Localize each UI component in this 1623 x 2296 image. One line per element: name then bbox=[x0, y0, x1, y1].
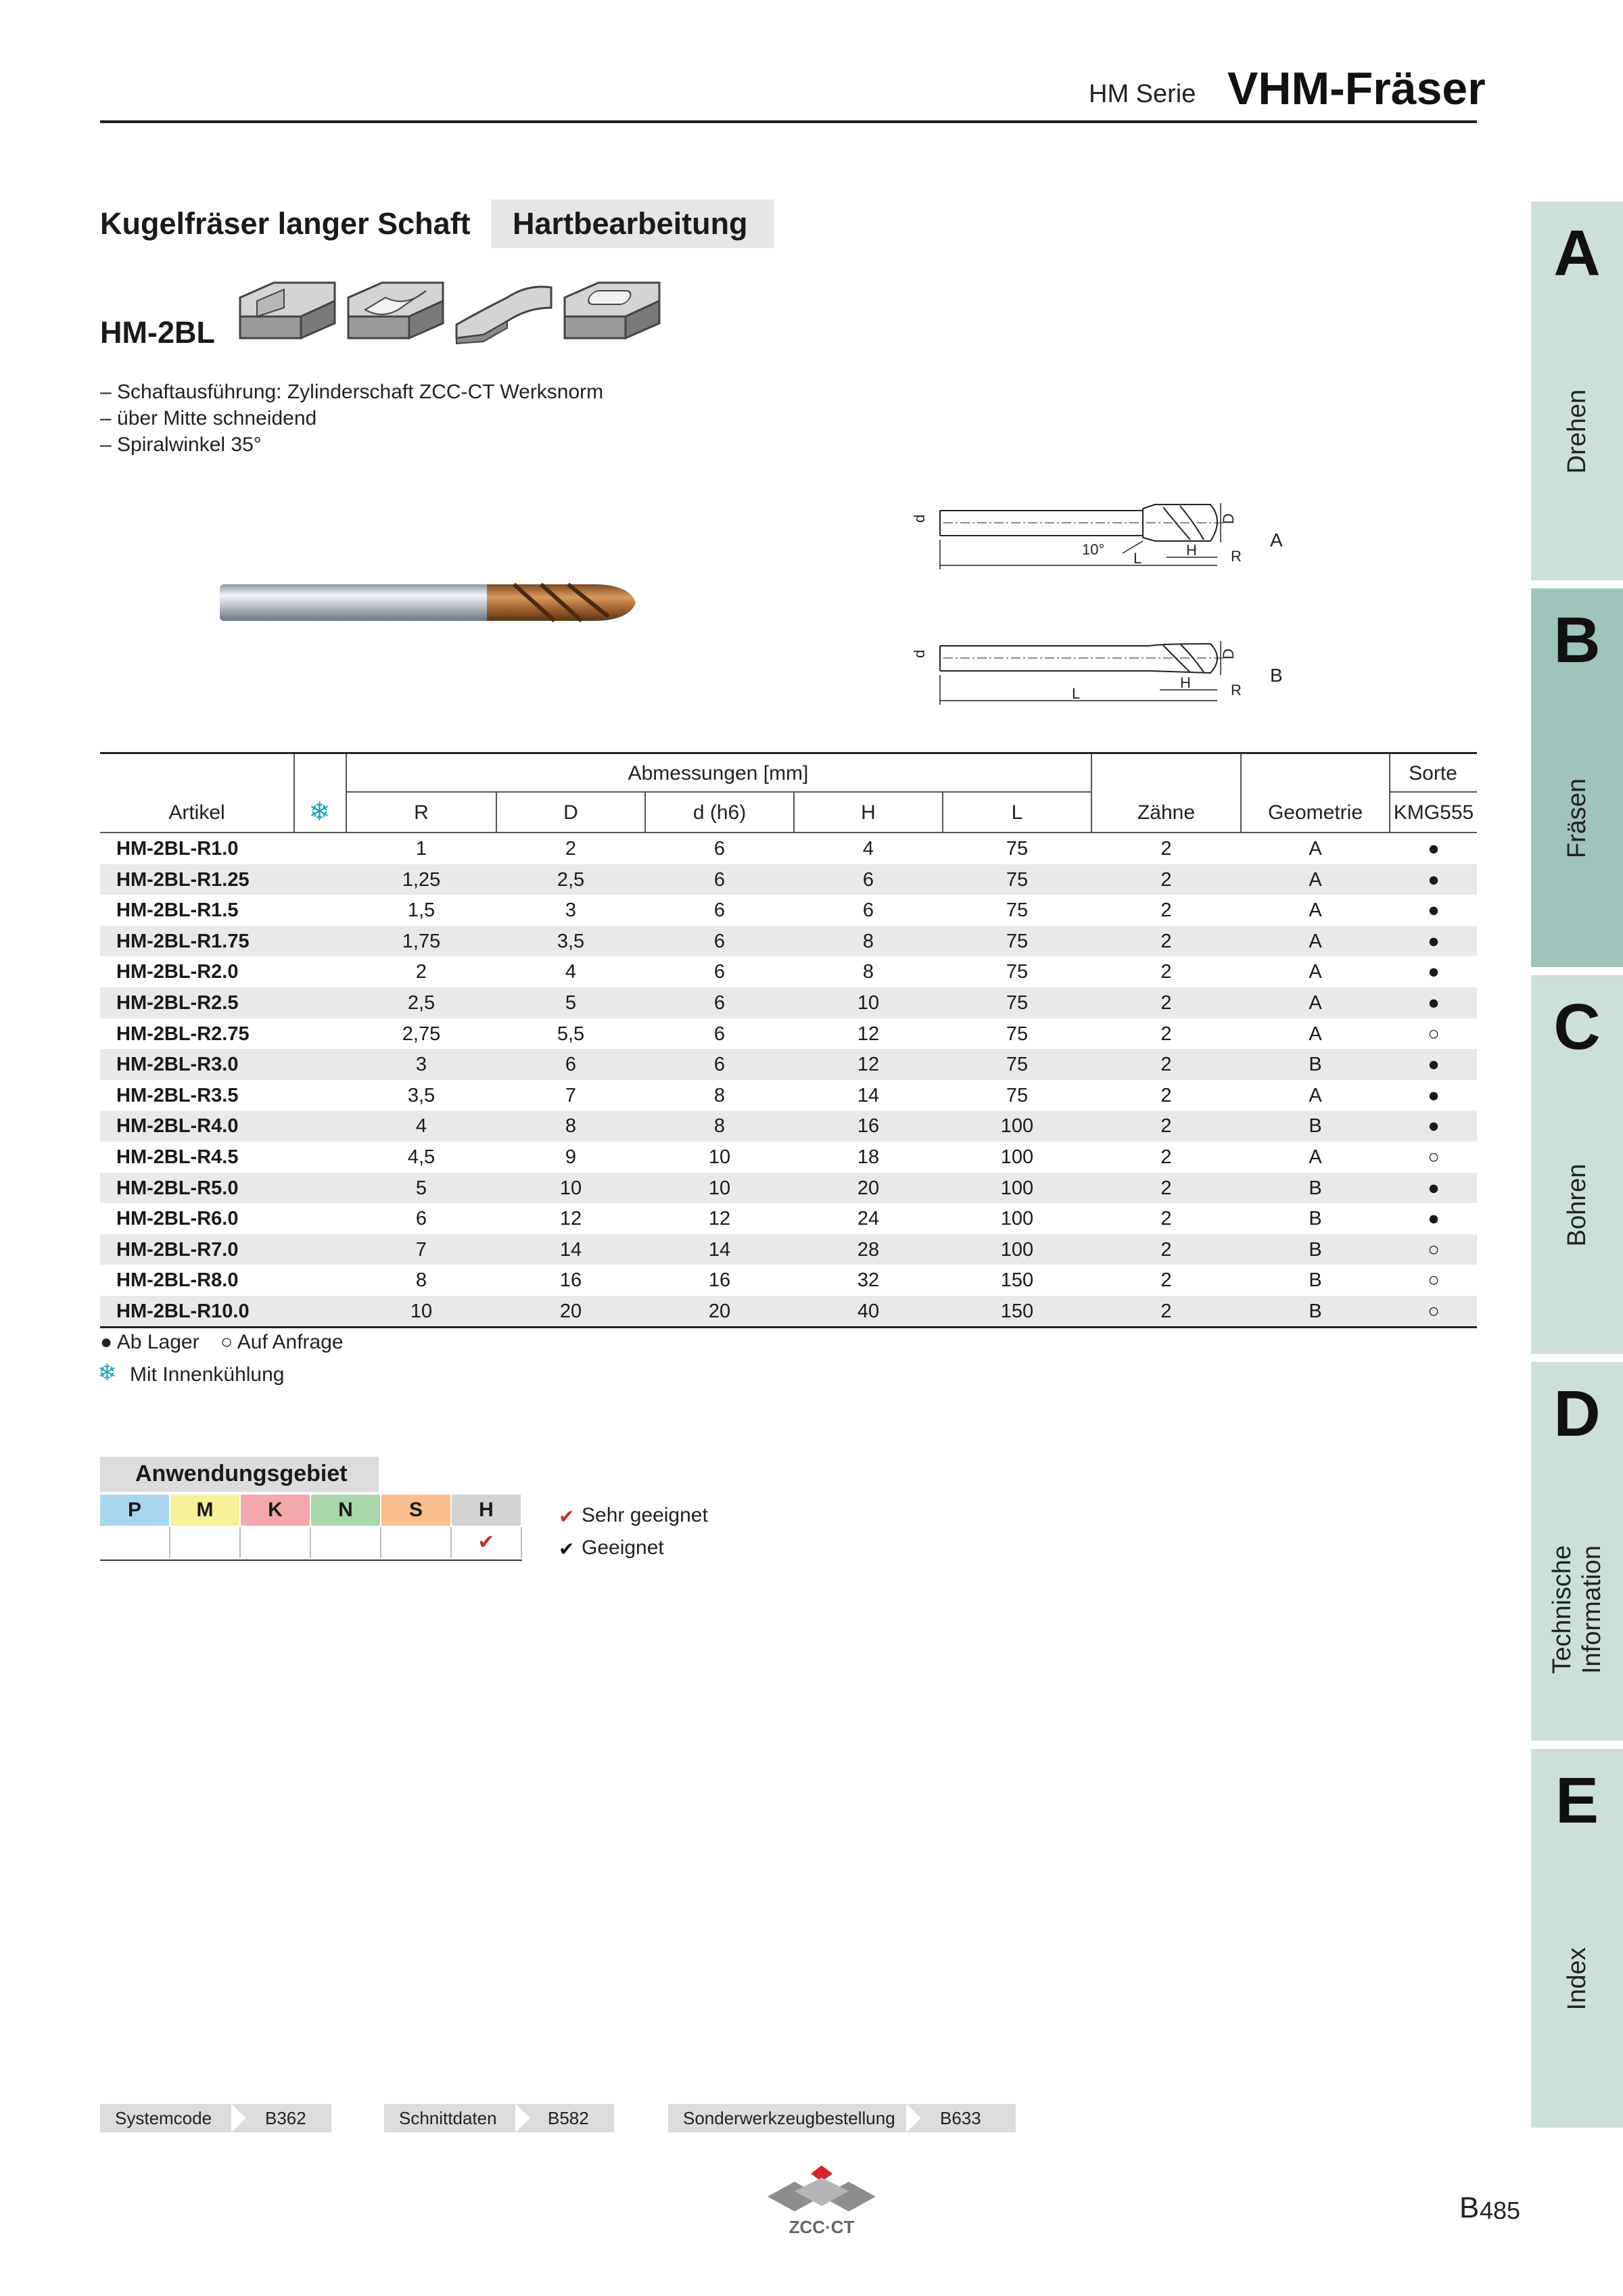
dim-D-label: D bbox=[1220, 649, 1237, 659]
tab-label: Fräsen bbox=[1563, 778, 1591, 859]
table-row bbox=[100, 1265, 1477, 1296]
ref-sonderwerkzeug[interactable] bbox=[668, 2104, 1016, 2132]
header-dimensions: Abmessungen [mm] bbox=[628, 762, 809, 784]
dim-H-label: H bbox=[1186, 542, 1197, 559]
type-a-label: A bbox=[1270, 530, 1283, 550]
cell-d-upper: 5 bbox=[565, 992, 577, 1014]
page-number: 485 bbox=[1480, 2197, 1521, 2224]
material-code-k: K bbox=[241, 1495, 311, 1526]
cell-d-upper: 16 bbox=[559, 1269, 582, 1292]
cell-zaehne: 2 bbox=[1160, 1023, 1172, 1045]
cell-r: 2,5 bbox=[407, 992, 436, 1014]
cell-h: 12 bbox=[857, 1023, 880, 1045]
tab-bohren[interactable] bbox=[1531, 975, 1623, 1354]
cell-l: 150 bbox=[1000, 1269, 1034, 1292]
cell-availability: ● bbox=[1428, 899, 1440, 922]
cell-availability: ○ bbox=[1428, 1146, 1440, 1168]
cell-r: 6 bbox=[415, 1208, 427, 1230]
cell-artikel: HM-2BL-R3.0 bbox=[116, 1054, 239, 1076]
table-row bbox=[100, 1110, 1477, 1142]
cell-geometrie: A bbox=[1309, 838, 1322, 860]
cell-availability: ○ bbox=[1428, 1023, 1440, 1045]
suitable-label: Geeignet bbox=[582, 1537, 664, 1559]
cell-r: 2,75 bbox=[402, 1023, 441, 1045]
cell-d-upper: 7 bbox=[565, 1084, 577, 1106]
dim-L-label: L bbox=[1072, 685, 1081, 702]
curved-workpiece-icon bbox=[456, 287, 551, 344]
col-artikel: Artikel bbox=[168, 801, 225, 824]
cell-availability: ● bbox=[1428, 1115, 1440, 1138]
cell-h: 4 bbox=[862, 838, 874, 860]
table-row bbox=[100, 895, 1477, 926]
model-code: HM-2BL bbox=[100, 315, 215, 350]
cell-d-upper: 3,5 bbox=[557, 930, 585, 952]
product-name: Kugelfräser langer Schaft bbox=[100, 206, 471, 241]
cell-l: 150 bbox=[1000, 1301, 1034, 1322]
cell-d-h6: 12 bbox=[708, 1208, 731, 1230]
legend-stock: ● Ab Lager bbox=[100, 1331, 199, 1353]
cell-r: 7 bbox=[415, 1238, 427, 1261]
workpiece-icons bbox=[237, 271, 663, 352]
cell-artikel: HM-2BL-R4.5 bbox=[116, 1146, 239, 1168]
material-code-n: N bbox=[311, 1495, 381, 1526]
material-code-s: S bbox=[381, 1495, 452, 1526]
category-tag: Hartbearbeitung bbox=[513, 206, 748, 241]
cell-availability: ○ bbox=[1428, 1238, 1440, 1261]
type-b-label: B bbox=[1270, 665, 1283, 686]
col-d-upper: D bbox=[563, 801, 578, 824]
cell-d-h6: 14 bbox=[708, 1238, 731, 1261]
cell-artikel: HM-2BL-R2.0 bbox=[116, 961, 239, 983]
cell-h: 6 bbox=[862, 899, 874, 922]
cell-availability: ● bbox=[1428, 961, 1440, 983]
cell-l: 75 bbox=[1006, 1054, 1029, 1076]
drawing-type-b bbox=[906, 636, 1285, 710]
material-rating-s bbox=[381, 1527, 452, 1558]
table-row bbox=[100, 1203, 1477, 1234]
table-row bbox=[100, 1296, 1477, 1327]
pocket-workpiece-icon bbox=[565, 283, 659, 338]
cell-h: 18 bbox=[857, 1146, 880, 1168]
table-row bbox=[100, 1173, 1477, 1204]
cell-h: 16 bbox=[857, 1115, 880, 1138]
cell-geometrie: A bbox=[1309, 961, 1322, 983]
cell-h: 40 bbox=[857, 1301, 880, 1322]
cell-d-h6: 6 bbox=[713, 838, 726, 860]
cell-d-upper: 10 bbox=[559, 1177, 582, 1199]
cell-availability: ○ bbox=[1428, 1269, 1440, 1292]
cell-d-upper: 9 bbox=[565, 1146, 577, 1168]
cell-r: 3 bbox=[415, 1054, 427, 1076]
cell-zaehne: 2 bbox=[1160, 838, 1172, 860]
table-row bbox=[100, 1018, 1477, 1050]
cell-zaehne: 2 bbox=[1160, 961, 1172, 983]
dim-D-label: D bbox=[1220, 513, 1237, 524]
cell-d-h6: 6 bbox=[713, 899, 726, 922]
col-kmg555: KMG555 bbox=[1393, 801, 1474, 824]
cell-l: 75 bbox=[1006, 961, 1029, 983]
check-red-icon: ✔ bbox=[559, 1506, 575, 1527]
application-title: Anwendungsgebiet bbox=[135, 1461, 348, 1486]
tab-label: Bohren bbox=[1563, 1163, 1591, 1247]
cell-geometrie: B bbox=[1309, 1238, 1322, 1261]
cell-h: 28 bbox=[857, 1238, 880, 1261]
cell-artikel: HM-2BL-R2.5 bbox=[116, 992, 239, 1014]
cell-d-upper: 2,5 bbox=[557, 868, 585, 891]
dim-H-label: H bbox=[1180, 674, 1191, 691]
dim-d-label: d bbox=[911, 649, 928, 658]
ref-label: Systemcode bbox=[115, 2108, 212, 2128]
cell-geometrie: A bbox=[1309, 992, 1322, 1014]
cell-geometrie: B bbox=[1309, 1269, 1322, 1292]
cell-h: 10 bbox=[857, 992, 880, 1014]
cell-artikel: HM-2BL-R2.75 bbox=[116, 1023, 250, 1045]
cell-l: 75 bbox=[1006, 930, 1029, 952]
cell-d-upper: 6 bbox=[565, 1054, 577, 1076]
dim-L-label: L bbox=[1133, 550, 1142, 567]
material-rating-m bbox=[170, 1527, 241, 1558]
cell-r: 5 bbox=[415, 1177, 427, 1199]
cell-geometrie: B bbox=[1309, 1115, 1322, 1138]
cell-artikel: HM-2BL-R1.5 bbox=[116, 899, 239, 922]
cell-zaehne: 2 bbox=[1160, 899, 1172, 922]
cell-r: 3,5 bbox=[407, 1084, 436, 1106]
cell-artikel: HM-2BL-R10.0 bbox=[116, 1301, 250, 1322]
cell-zaehne: 2 bbox=[1160, 930, 1172, 952]
table-row bbox=[100, 1234, 1477, 1265]
cell-d-h6: 10 bbox=[708, 1146, 731, 1168]
slot-workpiece-icon bbox=[348, 283, 443, 338]
zcc-ct-logo bbox=[761, 2164, 883, 2239]
cell-zaehne: 2 bbox=[1160, 992, 1172, 1014]
cell-d-h6: 8 bbox=[713, 1115, 726, 1138]
cell-zaehne: 2 bbox=[1160, 1208, 1172, 1230]
col-l: L bbox=[1011, 801, 1023, 824]
material-rating-k bbox=[241, 1527, 311, 1558]
material-rating-h: ✔ bbox=[452, 1527, 522, 1558]
cell-availability: ● bbox=[1428, 868, 1440, 891]
cell-h: 6 bbox=[862, 868, 874, 891]
cell-d-upper: 3 bbox=[565, 899, 577, 922]
ref-systemcode[interactable] bbox=[100, 2104, 331, 2132]
material-code-p: P bbox=[100, 1495, 170, 1526]
tab-technische-information[interactable] bbox=[1531, 1362, 1623, 1741]
cell-r: 2 bbox=[415, 961, 427, 983]
chevron-right-icon bbox=[231, 2104, 246, 2132]
cell-d-h6: 16 bbox=[708, 1269, 731, 1292]
cell-availability: ○ bbox=[1428, 1301, 1440, 1322]
cell-r: 4,5 bbox=[407, 1146, 436, 1168]
cell-geometrie: B bbox=[1309, 1208, 1322, 1230]
tab-drehen[interactable] bbox=[1531, 202, 1623, 580]
tab-label: Drehen bbox=[1563, 389, 1591, 474]
table-row bbox=[100, 956, 1477, 987]
cell-r: 1,5 bbox=[407, 899, 436, 922]
cell-zaehne: 2 bbox=[1160, 1301, 1172, 1322]
cell-geometrie: B bbox=[1309, 1301, 1322, 1322]
cell-geometrie: A bbox=[1309, 1146, 1322, 1168]
snowflake-icon: ❄ bbox=[308, 798, 331, 826]
cell-l: 75 bbox=[1006, 1084, 1029, 1106]
table-row bbox=[100, 926, 1477, 957]
tab-letter: E bbox=[1555, 1764, 1599, 1837]
cell-availability: ● bbox=[1428, 1177, 1440, 1199]
tab-letter: D bbox=[1553, 1378, 1601, 1450]
cell-l: 75 bbox=[1006, 992, 1029, 1014]
cell-availability: ● bbox=[1428, 930, 1440, 952]
cell-availability: ● bbox=[1428, 1054, 1440, 1076]
tab-label: Technische Information bbox=[1548, 1545, 1606, 1674]
cell-d-upper: 4 bbox=[565, 961, 577, 983]
cell-h: 24 bbox=[857, 1208, 880, 1230]
cell-d-upper: 8 bbox=[565, 1115, 577, 1138]
col-zaehne: Zähne bbox=[1137, 801, 1196, 824]
cell-zaehne: 2 bbox=[1160, 868, 1172, 891]
cell-artikel: HM-2BL-R1.25 bbox=[116, 868, 250, 891]
feature-item: – Spiralwinkel 35° bbox=[100, 434, 262, 456]
cell-d-upper: 20 bbox=[559, 1301, 582, 1322]
ref-page: B362 bbox=[265, 2108, 306, 2128]
cell-artikel: HM-2BL-R1.0 bbox=[116, 838, 239, 860]
table-row bbox=[100, 1049, 1477, 1080]
series-label: HM Serie bbox=[1089, 80, 1196, 108]
cell-availability: ● bbox=[1428, 1208, 1440, 1230]
cell-r: 1,25 bbox=[402, 868, 441, 891]
col-r: R bbox=[414, 801, 429, 824]
dim-d-label: d bbox=[911, 514, 928, 523]
cell-availability: ● bbox=[1428, 838, 1440, 860]
tab-index[interactable] bbox=[1531, 1749, 1623, 2128]
cell-r: 4 bbox=[415, 1115, 427, 1138]
legend-cooling: Mit Innenkühlung bbox=[130, 1363, 285, 1386]
cell-d-h6: 8 bbox=[713, 1084, 726, 1106]
cell-r: 8 bbox=[415, 1269, 427, 1292]
cell-h: 8 bbox=[862, 930, 874, 952]
cell-zaehne: 2 bbox=[1160, 1238, 1172, 1261]
cell-d-h6: 6 bbox=[713, 1023, 726, 1045]
cell-zaehne: 2 bbox=[1160, 1115, 1172, 1138]
cell-l: 100 bbox=[1000, 1146, 1034, 1168]
header-sorte: Sorte bbox=[1409, 762, 1457, 784]
cell-l: 100 bbox=[1000, 1115, 1034, 1138]
chevron-right-icon bbox=[515, 2104, 530, 2132]
logo-text: ZCC·CT bbox=[789, 2217, 855, 2237]
cell-h: 12 bbox=[857, 1054, 880, 1076]
cell-r: 10 bbox=[410, 1301, 433, 1322]
cell-r: 1 bbox=[415, 838, 427, 860]
col-geometrie: Geometrie bbox=[1267, 801, 1363, 824]
cell-artikel: HM-2BL-R8.0 bbox=[116, 1269, 239, 1292]
step-workpiece-icon bbox=[240, 283, 335, 338]
table-row bbox=[100, 987, 1477, 1018]
page-title: VHM-Fräser bbox=[1227, 63, 1486, 114]
cell-l: 75 bbox=[1006, 1023, 1029, 1045]
table-top-rule bbox=[100, 752, 1477, 754]
col-h: H bbox=[861, 801, 876, 824]
table-row bbox=[100, 1142, 1477, 1173]
table-row bbox=[100, 833, 1477, 864]
end-mill-photo bbox=[216, 568, 649, 636]
table-bottom-rule bbox=[100, 1326, 1477, 1328]
ref-label: Sonderwerkzeugbestellung bbox=[683, 2108, 895, 2128]
cell-geometrie: A bbox=[1309, 1084, 1322, 1106]
cell-zaehne: 2 bbox=[1160, 1146, 1172, 1168]
cell-availability: ● bbox=[1428, 1084, 1440, 1106]
very-suitable-label: Sehr geeignet bbox=[582, 1504, 708, 1526]
cell-artikel: HM-2BL-R6.0 bbox=[116, 1208, 239, 1230]
cell-l: 75 bbox=[1006, 838, 1029, 860]
material-rating-p bbox=[100, 1527, 170, 1558]
cell-availability: ● bbox=[1428, 992, 1440, 1014]
dim-R-label: R bbox=[1231, 548, 1242, 565]
cell-d-h6: 6 bbox=[713, 1054, 726, 1076]
cell-l: 100 bbox=[1000, 1238, 1034, 1261]
angle-label: 10° bbox=[1082, 541, 1105, 558]
cell-geometrie: A bbox=[1309, 899, 1322, 922]
cell-d-upper: 14 bbox=[559, 1238, 582, 1261]
cell-r: 1,75 bbox=[402, 930, 441, 952]
feature-item: – Schaftausführung: Zylinderschaft ZCC-CT Werksnorm bbox=[100, 381, 604, 403]
tab-fraesen[interactable] bbox=[1531, 588, 1623, 967]
ref-schnittdaten[interactable] bbox=[384, 2104, 614, 2132]
header-rule bbox=[100, 120, 1477, 123]
cell-zaehne: 2 bbox=[1160, 1054, 1172, 1076]
material-code-m: M bbox=[170, 1495, 241, 1526]
tab-label: Index bbox=[1563, 1947, 1591, 2011]
ref-label: Schnittdaten bbox=[399, 2108, 497, 2128]
page-section-letter: B bbox=[1459, 2191, 1480, 2224]
cell-d-upper: 12 bbox=[559, 1208, 582, 1230]
tab-letter: A bbox=[1553, 217, 1601, 289]
check-black-icon: ✔ bbox=[559, 1539, 575, 1560]
drawing-type-a bbox=[906, 500, 1285, 575]
cell-h: 14 bbox=[857, 1084, 880, 1106]
material-code-h: H bbox=[452, 1495, 522, 1526]
cell-zaehne: 2 bbox=[1160, 1084, 1172, 1106]
cell-geometrie: B bbox=[1309, 1177, 1322, 1199]
cell-geometrie: A bbox=[1309, 868, 1322, 891]
cell-geometrie: A bbox=[1309, 1023, 1322, 1045]
dim-R-label: R bbox=[1231, 682, 1242, 699]
col-d-h6: d (h6) bbox=[692, 801, 747, 824]
cell-artikel: HM-2BL-R3.5 bbox=[116, 1084, 239, 1106]
cell-l: 75 bbox=[1006, 868, 1029, 891]
cell-d-h6: 6 bbox=[713, 961, 726, 983]
cell-d-h6: 20 bbox=[708, 1301, 731, 1322]
cell-artikel: HM-2BL-R7.0 bbox=[116, 1238, 239, 1261]
table-row bbox=[100, 864, 1477, 895]
ref-page: B582 bbox=[548, 2108, 589, 2128]
cell-zaehne: 2 bbox=[1160, 1177, 1172, 1199]
cell-d-upper: 2 bbox=[565, 838, 577, 860]
cell-d-h6: 6 bbox=[713, 930, 726, 952]
cell-geometrie: B bbox=[1309, 1054, 1322, 1076]
cell-d-upper: 5,5 bbox=[557, 1023, 585, 1045]
feature-item: – über Mitte schneidend bbox=[100, 407, 317, 429]
chevron-right-icon bbox=[906, 2104, 921, 2132]
ref-page: B633 bbox=[940, 2108, 981, 2128]
cooling-snowflake-icon: ❄ bbox=[97, 1360, 117, 1386]
cell-artikel: HM-2BL-R4.0 bbox=[116, 1115, 239, 1138]
cell-geometrie: A bbox=[1309, 930, 1322, 952]
cell-d-h6: 10 bbox=[708, 1177, 731, 1199]
cell-h: 8 bbox=[862, 961, 874, 983]
cell-l: 75 bbox=[1006, 899, 1029, 922]
cell-artikel: HM-2BL-R1.75 bbox=[116, 930, 250, 952]
cell-h: 32 bbox=[857, 1269, 880, 1292]
cell-d-h6: 6 bbox=[713, 992, 726, 1014]
cell-artikel: HM-2BL-R5.0 bbox=[116, 1177, 239, 1199]
cell-l: 100 bbox=[1000, 1177, 1034, 1199]
cell-l: 100 bbox=[1000, 1208, 1034, 1230]
legend-request: ○ Auf Anfrage bbox=[220, 1331, 344, 1353]
cell-h: 20 bbox=[857, 1177, 880, 1199]
material-rating-n bbox=[311, 1527, 381, 1558]
table-row bbox=[100, 1080, 1477, 1111]
cell-d-h6: 6 bbox=[713, 868, 726, 891]
cell-zaehne: 2 bbox=[1160, 1269, 1172, 1292]
tab-letter: C bbox=[1553, 991, 1601, 1063]
tab-letter: B bbox=[1553, 604, 1601, 676]
